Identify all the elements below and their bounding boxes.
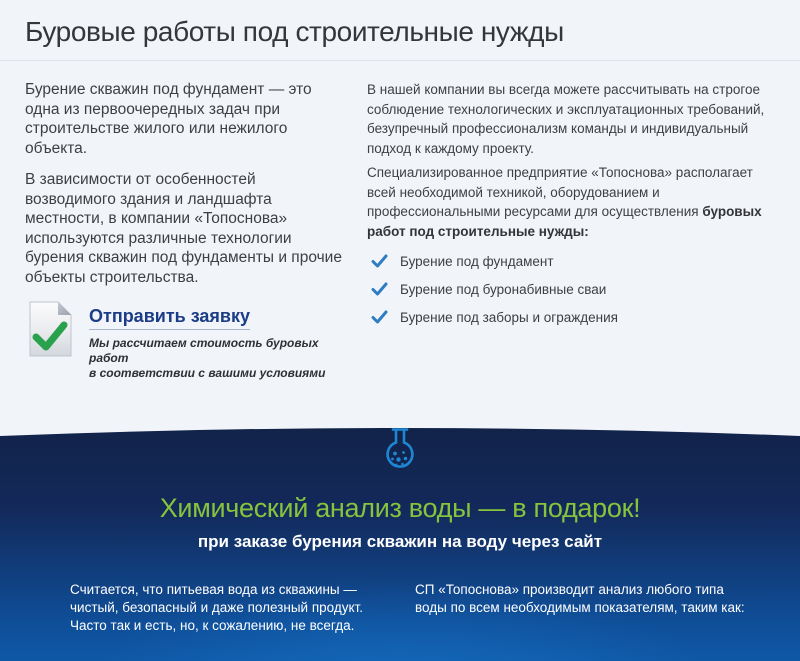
section-curve — [0, 426, 800, 438]
intro-right-paragraph-2 — [367, 163, 775, 241]
promo-right-line-1: СП «Топоснова» производит анализ любого типа — [415, 582, 724, 597]
checklist-item-label: Бурение под фундамент — [400, 253, 554, 269]
request-note-line-1: Мы рассчитаем стоимость буровых работ — [89, 336, 319, 365]
intro-right-paragraph-1: В нашей компании вы всегда можете рассчитывать на строгое соблюдение технологических и эксплуатационных требований, безупречный профессионализм команды и индивидуальный подход к каждому проекту. — [367, 82, 765, 156]
promo-left-text — [70, 581, 363, 635]
send-request-link[interactable]: Отправить заявку — [89, 306, 250, 330]
promo-right-line-2: воды по всем необходимым показателям, таким как: — [415, 600, 745, 615]
intro-right-paragraph-2-bold: буровых работ под строительные нужды: — [367, 204, 762, 239]
check-icon — [371, 310, 388, 324]
promo-heading: Химический анализ воды — в подарок! — [159, 493, 641, 523]
send-request-text — [89, 299, 345, 381]
checklist-item-label: Бурение под заборы и ограждения — [400, 309, 618, 325]
intro-left-paragraph-2: В зависимости от особенностей возводимого здания и ландшафта местности, в компании «Топоснова» используются различные технологии бурения скважин под фундаменты и прочие объекты строительства. — [25, 171, 342, 286]
page-title: Буровые работы под строительные нужды — [25, 16, 564, 47]
checklist-item-foundation — [367, 251, 775, 271]
check-icon — [371, 282, 388, 296]
intro-left-paragraph-1: Бурение скважин под фундамент — это одна из первоочередных задач при строительстве жилого или нежилого объекта. — [25, 81, 312, 157]
request-note — [89, 336, 345, 381]
check-icon — [371, 254, 388, 268]
promo-left-line-3: Часто так и есть, но, к сожалению, не всегда. — [70, 618, 355, 633]
promo-columns — [0, 581, 800, 635]
intro-right-column — [367, 80, 775, 381]
drilling-services-checklist — [367, 251, 775, 327]
intro-columns — [0, 61, 800, 381]
water-analysis-promo-section — [0, 426, 800, 661]
promo-left-line-2: чистый, безопасный и даже полезный продукт. — [70, 600, 363, 615]
request-note-line-2: в соответствии с вашими условиями — [89, 366, 326, 380]
checklist-item-piles — [367, 279, 775, 299]
send-request-block — [25, 299, 345, 381]
document-check-icon[interactable] — [25, 299, 75, 359]
promo-right-text — [415, 581, 745, 635]
intro-left-column — [25, 80, 345, 381]
promo-left-line-1: Считается, что питьевая вода из скважины — — [70, 582, 357, 597]
checklist-item-fences — [367, 307, 775, 327]
promo-subheading: при заказе бурения скважин на воду через сайт — [197, 532, 603, 551]
checklist-item-label: Бурение под буронабивные сваи — [400, 281, 607, 297]
intro-right-paragraph-2-text: Специализированное предприятие «Топоснова» располагает всей необходимой техникой, оборудованием и профессиональными ресурсами для осуществления — [367, 165, 753, 219]
